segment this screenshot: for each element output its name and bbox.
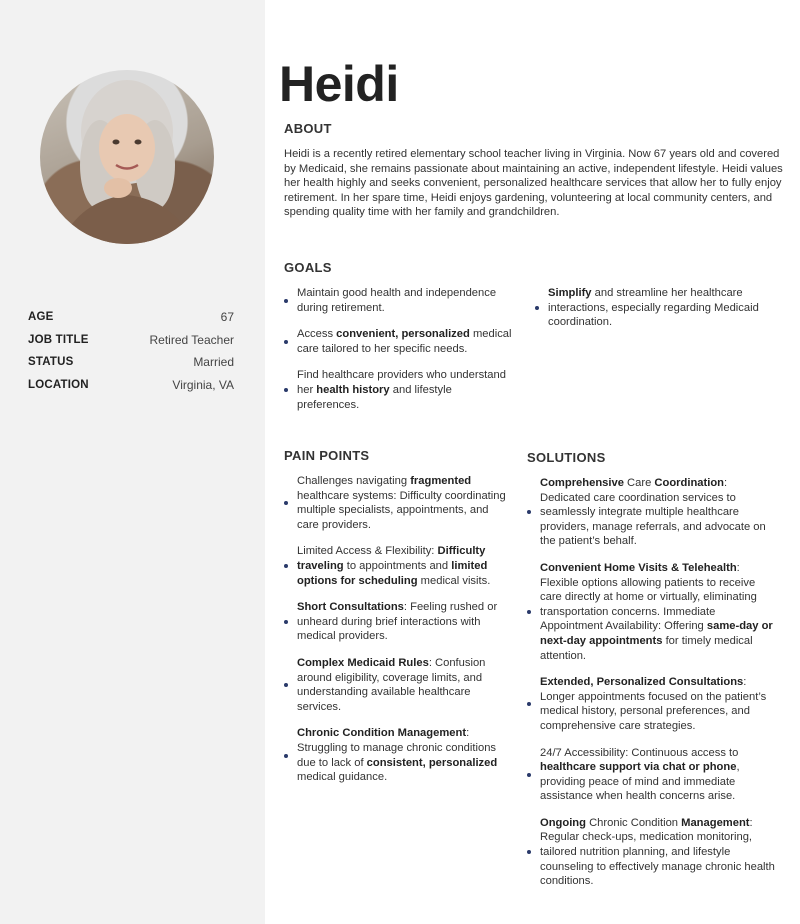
goals-list-left <box>284 286 514 424</box>
pain-point-item: Limited Access & Flexibility: Difficulty traveling to appointments and limited options for scheduling medical visits. <box>284 544 509 588</box>
solutions-list <box>527 476 777 901</box>
pain-point-item: Complex Medicaid Rules: Confusion around eligibility, coverage limits, and understanding available healthcare services. <box>284 656 509 714</box>
solution-item: 24/7 Accessibility: Continuous access to healthcare support via chat or phone, providing peace of mind and immediate assistance when health concerns arise. <box>527 746 777 804</box>
avatar <box>40 70 214 244</box>
avatar-portrait <box>40 70 214 244</box>
goal-item: Maintain good health and independence during retirement. <box>284 286 514 315</box>
solution-item: Ongoing Chronic Condition Management: Regular check-ups, medication monitoring, tailored nutrition planning, and lifestyle counseling to effectively manage chronic health conditions. <box>527 816 777 889</box>
pain-points-heading: PAIN POINTS <box>284 448 370 463</box>
goal-item: Access convenient, personalized medical care tailored to her specific needs. <box>284 327 514 356</box>
goal-item: Find healthcare providers who understand her health history and lifestyle preferences. <box>284 368 514 412</box>
detail-value: Retired Teacher <box>149 332 234 347</box>
solution-item: Comprehensive Care Coordination: Dedicated care coordination services to seamlessly integrate multiple healthcare providers, manage referrals, and advocate on the patient’s behalf. <box>527 476 777 549</box>
profile-sidebar <box>0 0 265 924</box>
solutions-heading: SOLUTIONS <box>527 450 606 465</box>
about-heading: ABOUT <box>284 121 332 136</box>
pain-point-item: Challenges navigating fragmented healthcare systems: Difficulty coordinating multiple specialists, appointments, and care providers. <box>284 474 509 532</box>
detail-label: JOB TITLE <box>28 333 89 346</box>
goals-list-right <box>535 286 785 342</box>
solution-item: Convenient Home Visits & Telehealth: Flexible options allowing patients to receive care directly at home or virtually, eliminating transportation concerns. Immediate Appointment Availability: Offering same-day or next-day appointments for timely medical attention. <box>527 561 777 663</box>
pain-point-item: Short Consultations: Feeling rushed or unheard during brief interactions with medical providers. <box>284 600 509 644</box>
detail-value: 67 <box>220 310 234 325</box>
detail-row-location <box>28 374 234 397</box>
pain-points-list <box>284 474 509 797</box>
detail-label: AGE <box>28 311 54 324</box>
goals-heading: GOALS <box>284 260 332 275</box>
goal-item: Simplify and streamline her healthcare interactions, especially regarding Medicaid coordination. <box>535 286 785 330</box>
profile-details <box>28 306 234 396</box>
detail-row-job-title <box>28 329 234 352</box>
detail-row-age <box>28 306 234 329</box>
detail-value: Married <box>193 355 234 370</box>
detail-label: LOCATION <box>28 378 89 391</box>
about-text: Heidi is a recently retired elementary school teacher living in Virginia. Now 67 years old and covered by Medicaid, she remains passionate about maintaining an active, independent lifestyle. Heidi values her health highly and seeks convenient, personalized healthcare services that allow her to fully enjoy retirement. In her spare time, Heidi enjoys gardening, volunteering at local community centers, and spending quality time with her family and grandchildren. <box>284 148 783 219</box>
detail-value: Virginia, VA <box>172 377 234 392</box>
profile-main <box>265 0 800 924</box>
pain-point-item: Chronic Condition Management: Struggling to manage chronic conditions due to lack of consistent, personalized medical guidance. <box>284 726 509 784</box>
detail-row-status <box>28 351 234 374</box>
detail-label: STATUS <box>28 356 74 369</box>
solution-item: Extended, Personalized Consultations: Longer appointments focused on the patient’s medical history, personal preferences, and comprehensive care strategies. <box>527 675 777 733</box>
persona-name: Heidi <box>279 56 399 112</box>
